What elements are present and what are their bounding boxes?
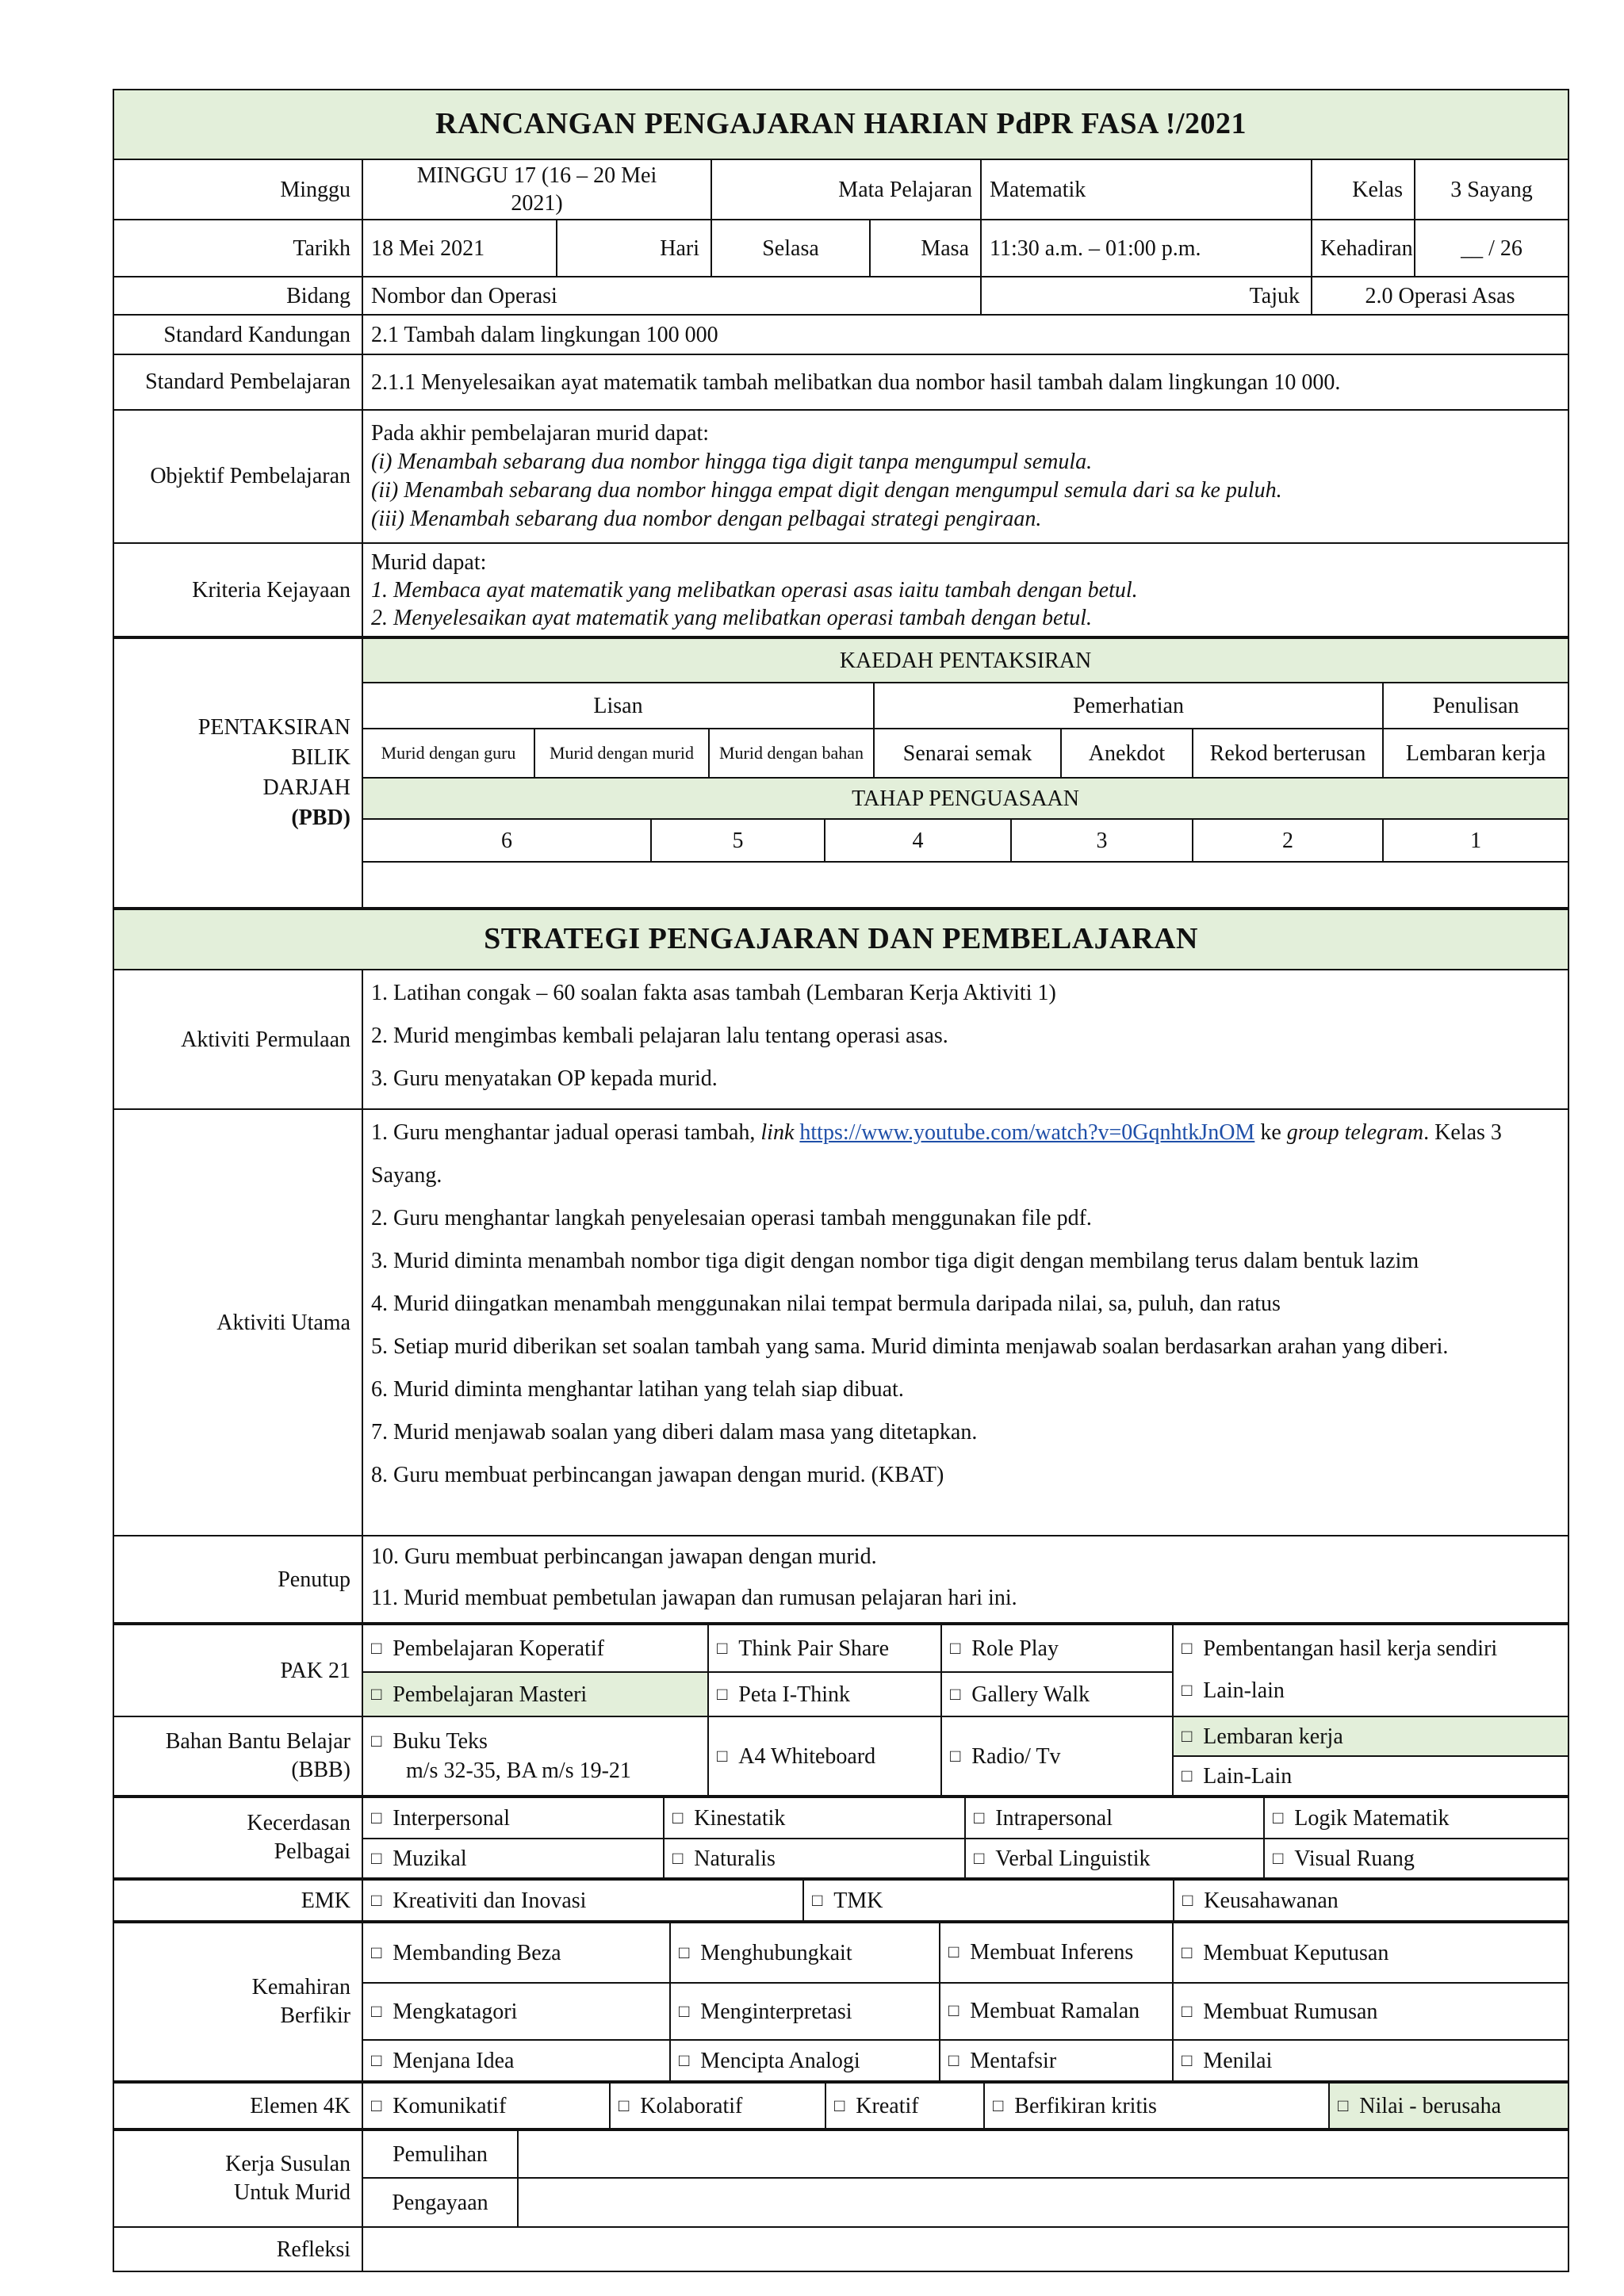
refleksi-field[interactable] [362, 2227, 1568, 2271]
utama-item: 3. Murid diminta menambah nombor tiga digit dengan nombor tiga digit dengan membilang terus dalam bentuk lazim [371, 1249, 1419, 1273]
berfikir-option[interactable]: □ Membuat Ramalan [940, 1983, 1173, 2040]
berfikir-option[interactable]: □ Mentafsir [940, 2040, 1173, 2081]
aktiviti-utama-content [362, 1109, 1568, 1536]
kriteria-label: Kriteria Kejayaan [113, 543, 362, 637]
method-anekdot: Anekdot [1061, 729, 1193, 778]
tahap-level: 1 [1383, 819, 1568, 862]
tajuk-label: Tajuk [981, 277, 1312, 315]
pbd-label-line: PENTAKSIRAN [197, 715, 350, 740]
kecerdasan-option[interactable]: □ Intrapersonal [965, 1797, 1264, 1839]
berfikir-label: Kemahiran Berfikir [113, 1923, 362, 2081]
berfikir-option[interactable]: □ Menilai [1173, 2040, 1568, 2081]
permulaan-item: 2. Murid mengimbas kembali pelajaran lalu tentang operasi asas. [371, 1024, 948, 1048]
bidang-value: Nombor dan Operasi [362, 277, 981, 315]
berfikir-option[interactable]: □ Menginterpretasi [670, 1983, 940, 2040]
header-table [113, 89, 1569, 637]
utama-item-1-ke: ke [1254, 1120, 1287, 1145]
berfikir-option[interactable]: □ Membuat Inferens [940, 1923, 1173, 1983]
method-rekod: Rekod berterusan [1193, 729, 1383, 778]
method-murid-guru: Murid dengan guru [362, 729, 534, 778]
berfikir-option[interactable]: □ Menjana Idea [362, 2040, 670, 2081]
penutup-item: 11. Murid membuat pembetulan jawapan dan rumusan pelajaran hari ini. [371, 1586, 1017, 1610]
strategi-title: STRATEGI PENGAJARAN DAN PEMBELAJARAN [113, 909, 1568, 970]
elemen-option[interactable]: □ Nilai - berusaha [1329, 2083, 1568, 2129]
tahap-level: 2 [1193, 819, 1383, 862]
elemen-option[interactable]: □ Kolaboratif [610, 2083, 825, 2129]
pengayaan-field[interactable] [518, 2178, 1568, 2227]
permulaan-item: 3. Guru menyatakan OP kepada murid. [371, 1066, 718, 1091]
objektif-item: (ii) Menambah sebarang dua nombor hingga empat digit dengan mengumpul semula dari sa ke puluh. [371, 478, 1282, 503]
masa-value: 11:30 a.m. – 01:00 p.m. [981, 220, 1312, 277]
pemulihan-field[interactable] [518, 2130, 1568, 2178]
pemerhatian-heading: Pemerhatian [874, 683, 1383, 729]
pbd-label-line: BILIK [291, 745, 350, 770]
elemen-label: Elemen 4K [113, 2083, 362, 2129]
tahap-penguasaan-heading: TAHAP PENGUASAAN [362, 778, 1568, 819]
objektif-intro: Pada akhir pembelajaran murid dapat: [371, 421, 710, 446]
aktiviti-utama-label: Aktiviti Utama [113, 1109, 362, 1536]
hari-value: Selasa [711, 220, 870, 277]
objektif-item: (iii) Menambah sebarang dua nombor dengan pelbagai strategi pengiraan. [371, 507, 1042, 531]
masa-label: Masa [870, 220, 981, 277]
utama-item-1 [371, 1112, 1560, 1197]
method-senarai-semak: Senarai semak [874, 729, 1061, 778]
pbd-label [113, 638, 362, 908]
method-murid-murid: Murid dengan murid [534, 729, 709, 778]
tarikh-value: 18 Mei 2021 [362, 220, 557, 277]
bbb-radio-option[interactable]: □ Radio/ Tv [941, 1716, 1173, 1796]
kriteria-content [362, 543, 1568, 637]
utama-item: 4. Murid diingatkan menambah menggunakan nilai tempat bermula daripada nilai, sa, puluh, dan ratus [371, 1292, 1281, 1316]
penutup-item: 10. Guru membuat perbincangan jawapan dengan murid. [371, 1544, 877, 1569]
kecerdasan-option[interactable]: □ Interpersonal [362, 1797, 664, 1839]
kaedah-pentaksiran-heading: KAEDAH PENTAKSIRAN [362, 638, 1568, 683]
minggu-value: MINGGU 17 (16 – 20 Mei 2021) [362, 159, 711, 220]
berfikir-option[interactable]: □ Menghubungkait [670, 1923, 940, 1983]
lesson-plan-form [113, 89, 1568, 2272]
utama-item: 2. Guru menghantar langkah penyelesaian operasi tambah menggunakan file pdf. [371, 1206, 1092, 1230]
berfikir-option[interactable]: □ Mengkatagori [362, 1983, 670, 2040]
pbd-table [113, 637, 1569, 909]
tahap-level: 4 [825, 819, 1011, 862]
pak21-masteri-option[interactable]: □ Pembelajaran Masteri [362, 1672, 708, 1716]
utama-link-word: link [760, 1120, 795, 1145]
emk-option[interactable]: □ Kreativiti dan Inovasi [362, 1880, 803, 1921]
kriteria-intro: Murid dapat: [371, 549, 487, 575]
elemen-table [113, 2082, 1569, 2130]
lisan-heading: Lisan [362, 683, 874, 729]
bidang-label: Bidang [113, 277, 362, 315]
kecerdasan-option[interactable]: □ Verbal Linguistik [965, 1839, 1264, 1878]
bbb-buku-cell [362, 1716, 708, 1796]
utama-group-telegram: group telegram [1286, 1120, 1424, 1145]
pemulihan-label: Pemulihan [362, 2130, 518, 2178]
pak21-gallery-option[interactable]: □ Gallery Walk [941, 1672, 1173, 1716]
hari-label: Hari [557, 220, 711, 277]
berfikir-table [113, 1922, 1569, 2082]
bbb-label: Bahan Bantu Belajar (BBB) [113, 1716, 362, 1796]
emk-table [113, 1879, 1569, 1922]
utama-item-1-text: 1. Guru menghantar jadual operasi tambah, [371, 1120, 761, 1145]
objektif-label: Objektif Pembelajaran [113, 410, 362, 543]
penulisan-heading: Penulisan [1383, 683, 1568, 729]
standard-pembelajaran-label: Standard Pembelajaran [113, 354, 362, 410]
susulan-label: Kerja Susulan Untuk Murid [113, 2130, 362, 2227]
pbd-label-line: DARJAH [262, 775, 350, 800]
elemen-option[interactable]: □ Kreatif [825, 2083, 984, 2129]
berfikir-option[interactable]: □ Membuat Keputusan [1173, 1923, 1568, 1983]
kehadiran-label: Kehadiran [1312, 220, 1415, 277]
pak21-pembentangan-option[interactable]: □ Pembentangan hasil kerja sendiri [1182, 1628, 1560, 1670]
bbb-buku-pages: m/s 32-35, BA m/s 19-21 [406, 1758, 631, 1783]
aktiviti-permulaan-label: Aktiviti Permulaan [113, 970, 362, 1109]
emk-option[interactable]: □ TMK [803, 1880, 1174, 1921]
tajuk-value: 2.0 Operasi Asas [1312, 277, 1568, 315]
utama-item: 5. Setiap murid diberikan set soalan tambah yang sama. Murid diminta menjawab soalan berdasarkan arahan yang diberi. [371, 1334, 1449, 1359]
standard-kandungan-label: Standard Kandungan [113, 315, 362, 354]
bbb-lembaran-option[interactable]: □ Lembaran kerja [1173, 1716, 1568, 1756]
permulaan-item: 1. Latihan congak – 60 soalan fakta asas tambah (Lembaran Kerja Aktiviti 1) [371, 981, 1056, 1005]
bbb-whiteboard-option[interactable]: □ A4 Whiteboard [708, 1716, 941, 1796]
tahap-level: 6 [362, 819, 651, 862]
bbb-lain-option[interactable]: □ Lain-Lain [1173, 1756, 1568, 1796]
kelas-label: Kelas [1312, 159, 1415, 220]
pak21-role-play-option[interactable]: □ Role Play [941, 1624, 1173, 1672]
emk-option[interactable]: □ Keusahawanan [1174, 1880, 1568, 1921]
penutup-label: Penutup [113, 1536, 362, 1623]
berfikir-option[interactable]: □ Membuat Rumusan [1173, 1983, 1568, 2040]
pak21-tps-option[interactable]: □ Think Pair Share [708, 1624, 941, 1672]
utama-item: 8. Guru membuat perbincangan jawapan dengan murid. (KBAT) [371, 1463, 944, 1487]
kelas-value: 3 Sayang [1415, 159, 1568, 220]
aktiviti-permulaan-content [362, 970, 1568, 1109]
refleksi-label: Refleksi [113, 2227, 362, 2271]
kriteria-item: 2. Menyelesaikan ayat matematik yang melibatkan operasi tambah dengan betul. [371, 605, 1093, 630]
kecerdasan-option[interactable]: □ Logik Matematik [1264, 1797, 1568, 1839]
utama-item: 6. Murid diminta menghantar latihan yang telah siap dibuat. [371, 1377, 904, 1402]
pak21-label: PAK 21 [113, 1624, 362, 1716]
susulan-table [113, 2130, 1569, 2272]
minggu-label: Minggu [113, 159, 362, 220]
kriteria-item: 1. Membaca ayat matematik yang melibatkan operasi asas iaitu tambah dengan betul. [371, 577, 1138, 603]
pbd-label-line: (PBD) [291, 806, 350, 830]
method-murid-bahan: Murid dengan bahan [709, 729, 874, 778]
berfikir-option[interactable]: □ Mencipta Analogi [670, 2040, 940, 2081]
standard-pembelajaran-value: 2.1.1 Menyelesaikan ayat matematik tambah melibatkan dua nombor hasil tambah dalam lingkungan 10 000. [362, 354, 1568, 410]
standard-kandungan-value: 2.1 Tambah dalam lingkungan 100 000 [362, 315, 1568, 354]
penutup-content [362, 1536, 1568, 1623]
pengayaan-label: Pengayaan [362, 2178, 518, 2227]
kecerdasan-option[interactable]: □ Visual Ruang [1264, 1839, 1568, 1878]
kecerdasan-option[interactable]: □ Muzikal [362, 1839, 664, 1878]
utama-item: 7. Murid menjawab soalan yang diberi dalam masa yang ditetapkan. [371, 1420, 978, 1445]
strategi-table [113, 909, 1569, 1624]
elemen-option[interactable]: □ Komunikatif [362, 2083, 610, 2129]
objektif-content [362, 410, 1568, 543]
kecerdasan-table [113, 1797, 1569, 1879]
kecerdasan-label: Kecerdasan Pelbagai [113, 1797, 362, 1878]
method-lembaran-kerja: Lembaran kerja [1383, 729, 1568, 778]
pak21-bbb-table [113, 1624, 1569, 1797]
pak21-peta-option[interactable]: □ Peta I-Think [708, 1672, 941, 1716]
kecerdasan-option[interactable]: □ Kinestatik [664, 1797, 965, 1839]
objektif-item: (i) Menambah sebarang dua nombor hingga tiga digit tanpa mengumpul semula. [371, 450, 1093, 474]
bbb-buku-option[interactable]: □ Buku Teks [371, 1728, 699, 1757]
berfikir-option[interactable]: □ Membanding Beza [362, 1923, 670, 1983]
pak21-lain-option[interactable]: □ Lain-lain [1182, 1670, 1560, 1712]
tahap-level: 5 [651, 819, 825, 862]
emk-label: EMK [113, 1880, 362, 1921]
mata-pelajaran-label: Mata Pelajaran [711, 159, 981, 220]
tahap-level: 3 [1011, 819, 1193, 862]
elemen-option[interactable]: □ Berfikiran kritis [984, 2083, 1329, 2129]
utama-item-1-end: . Kelas 3 Sayang. [371, 1120, 1502, 1188]
page-title: RANCANGAN PENGAJARAN HARIAN PdPR FASA !/2021 [113, 90, 1568, 159]
pak21-right-cell [1173, 1624, 1568, 1716]
youtube-link[interactable]: https://www.youtube.com/watch?v=0GqnhtkJnOM [799, 1120, 1255, 1145]
kecerdasan-option[interactable]: □ Naturalis [664, 1839, 965, 1878]
mata-pelajaran-value: Matematik [981, 159, 1312, 220]
pbd-blank-row [362, 862, 1568, 908]
kehadiran-value: __ / 26 [1415, 220, 1568, 277]
tarikh-label: Tarikh [113, 220, 362, 277]
pak21-koperatif-option[interactable]: □ Pembelajaran Koperatif [362, 1624, 708, 1672]
